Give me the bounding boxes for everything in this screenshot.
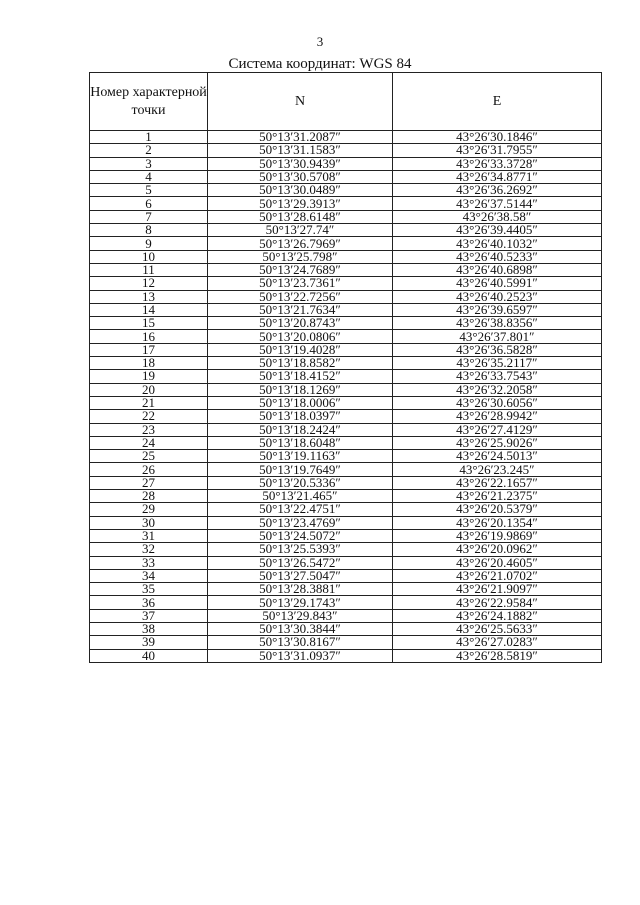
e-coordinate-cell: 43°26′33.3728″	[393, 157, 602, 170]
table-row	[90, 184, 602, 197]
e-coordinate-cell: 43°26′20.4605″	[393, 556, 602, 569]
point-number-cell: 18	[90, 357, 208, 370]
n-coordinate-cell: 50°13′24.7689″	[208, 263, 393, 276]
table-row	[90, 450, 602, 463]
n-coordinate-cell: 50°13′28.3881″	[208, 583, 393, 596]
point-number-cell: 40	[90, 649, 208, 662]
point-number-cell: 1	[90, 131, 208, 144]
point-number-cell: 24	[90, 436, 208, 449]
n-coordinate-cell: 50°13′31.2087″	[208, 131, 393, 144]
header-e: E	[393, 73, 602, 131]
point-number-cell: 33	[90, 556, 208, 569]
e-coordinate-cell: 43°26′31.7955″	[393, 144, 602, 157]
point-number-cell: 39	[90, 636, 208, 649]
point-number-cell: 13	[90, 290, 208, 303]
point-number-cell: 2	[90, 144, 208, 157]
e-coordinate-cell: 43°26′23.245″	[393, 463, 602, 476]
e-coordinate-cell: 43°26′28.9942″	[393, 410, 602, 423]
n-coordinate-cell: 50°13′23.7361″	[208, 277, 393, 290]
point-number-cell: 6	[90, 197, 208, 210]
e-coordinate-cell: 43°26′39.4405″	[393, 224, 602, 237]
n-coordinate-cell: 50°13′30.9439″	[208, 157, 393, 170]
n-coordinate-cell: 50°13′24.5072″	[208, 529, 393, 542]
n-coordinate-cell: 50°13′19.4028″	[208, 343, 393, 356]
e-coordinate-cell: 43°26′35.2117″	[393, 357, 602, 370]
table-body	[90, 131, 602, 663]
n-coordinate-cell: 50°13′27.5047″	[208, 569, 393, 582]
e-coordinate-cell: 43°26′40.5991″	[393, 277, 602, 290]
point-number-cell: 14	[90, 303, 208, 316]
point-number-cell: 26	[90, 463, 208, 476]
n-coordinate-cell: 50°13′18.1269″	[208, 383, 393, 396]
n-coordinate-cell: 50°13′29.1743″	[208, 596, 393, 609]
point-number-cell: 8	[90, 224, 208, 237]
point-number-cell: 11	[90, 263, 208, 276]
n-coordinate-cell: 50°13′20.0806″	[208, 330, 393, 343]
table-row	[90, 543, 602, 556]
e-coordinate-cell: 43°26′38.58″	[393, 210, 602, 223]
coordinate-system-caption: Система координат: WGS 84	[228, 56, 412, 72]
point-number-cell: 7	[90, 210, 208, 223]
n-coordinate-cell: 50°13′18.8582″	[208, 357, 393, 370]
e-coordinate-cell: 43°26′20.5379″	[393, 503, 602, 516]
point-number-cell: 25	[90, 450, 208, 463]
point-number-cell: 4	[90, 170, 208, 183]
e-coordinate-cell: 43°26′40.5233″	[393, 250, 602, 263]
point-number-cell: 30	[90, 516, 208, 529]
n-coordinate-cell: 50°13′23.4769″	[208, 516, 393, 529]
n-coordinate-cell: 50°13′20.5336″	[208, 476, 393, 489]
e-coordinate-cell: 43°26′36.2692″	[393, 184, 602, 197]
e-coordinate-cell: 43°26′25.5633″	[393, 622, 602, 635]
point-number-cell: 15	[90, 317, 208, 330]
point-number-cell: 31	[90, 529, 208, 542]
n-coordinate-cell: 50°13′18.6048″	[208, 436, 393, 449]
point-number-cell: 28	[90, 490, 208, 503]
header-point-number: Номер характерной точки	[90, 73, 208, 131]
point-number-cell: 16	[90, 330, 208, 343]
e-coordinate-cell: 43°26′22.1657″	[393, 476, 602, 489]
n-coordinate-cell: 50°13′19.7649″	[208, 463, 393, 476]
e-coordinate-cell: 43°26′19.9869″	[393, 529, 602, 542]
point-number-cell: 19	[90, 370, 208, 383]
e-coordinate-cell: 43°26′38.8356″	[393, 317, 602, 330]
n-coordinate-cell: 50°13′29.843″	[208, 609, 393, 622]
point-number-cell: 17	[90, 343, 208, 356]
e-coordinate-cell: 43°26′37.801″	[393, 330, 602, 343]
point-number-cell: 35	[90, 583, 208, 596]
e-coordinate-cell: 43°26′30.1846″	[393, 131, 602, 144]
page-number: 3	[316, 34, 324, 49]
point-number-cell: 36	[90, 596, 208, 609]
point-number-cell: 10	[90, 250, 208, 263]
n-coordinate-cell: 50°13′30.3844″	[208, 622, 393, 635]
e-coordinate-cell: 43°26′20.0962″	[393, 543, 602, 556]
n-coordinate-cell: 50°13′31.0937″	[208, 649, 393, 662]
point-number-cell: 34	[90, 569, 208, 582]
e-coordinate-cell: 43°26′39.6597″	[393, 303, 602, 316]
n-coordinate-cell: 50°13′29.3913″	[208, 197, 393, 210]
point-number-cell: 21	[90, 396, 208, 409]
e-coordinate-cell: 43°26′21.2375″	[393, 490, 602, 503]
point-number-cell: 29	[90, 503, 208, 516]
n-coordinate-cell: 50°13′18.2424″	[208, 423, 393, 436]
e-coordinate-cell: 43°26′36.5828″	[393, 343, 602, 356]
n-coordinate-cell: 50°13′31.1583″	[208, 144, 393, 157]
point-number-cell: 5	[90, 184, 208, 197]
n-coordinate-cell: 50°13′28.6148″	[208, 210, 393, 223]
e-coordinate-cell: 43°26′37.5144″	[393, 197, 602, 210]
n-coordinate-cell: 50°13′25.798″	[208, 250, 393, 263]
e-coordinate-cell: 43°26′28.5819″	[393, 649, 602, 662]
coordinates-table	[89, 72, 602, 663]
n-coordinate-cell: 50°13′20.8743″	[208, 317, 393, 330]
e-coordinate-cell: 43°26′30.6056″	[393, 396, 602, 409]
n-coordinate-cell: 50°13′18.4152″	[208, 370, 393, 383]
point-number-cell: 23	[90, 423, 208, 436]
n-coordinate-cell: 50°13′30.5708″	[208, 170, 393, 183]
header-n: N	[208, 73, 393, 131]
n-coordinate-cell: 50°13′30.0489″	[208, 184, 393, 197]
point-number-cell: 3	[90, 157, 208, 170]
e-coordinate-cell: 43°26′21.9097″	[393, 583, 602, 596]
n-coordinate-cell: 50°13′21.465″	[208, 490, 393, 503]
e-coordinate-cell: 43°26′25.9026″	[393, 436, 602, 449]
point-number-cell: 9	[90, 237, 208, 250]
table-row	[90, 583, 602, 596]
n-coordinate-cell: 50°13′18.0397″	[208, 410, 393, 423]
e-coordinate-cell: 43°26′27.4129″	[393, 423, 602, 436]
point-number-cell: 20	[90, 383, 208, 396]
point-number-cell: 38	[90, 622, 208, 635]
n-coordinate-cell: 50°13′26.5472″	[208, 556, 393, 569]
e-coordinate-cell: 43°26′40.2523″	[393, 290, 602, 303]
n-coordinate-cell: 50°13′30.8167″	[208, 636, 393, 649]
point-number-cell: 12	[90, 277, 208, 290]
table-header-row	[90, 73, 602, 131]
point-number-cell: 27	[90, 476, 208, 489]
e-coordinate-cell: 43°26′40.6898″	[393, 263, 602, 276]
e-coordinate-cell: 43°26′33.7543″	[393, 370, 602, 383]
table-row	[90, 224, 602, 237]
table-row	[90, 649, 602, 662]
n-coordinate-cell: 50°13′25.5393″	[208, 543, 393, 556]
e-coordinate-cell: 43°26′40.1032″	[393, 237, 602, 250]
n-coordinate-cell: 50°13′26.7969″	[208, 237, 393, 250]
e-coordinate-cell: 43°26′34.8771″	[393, 170, 602, 183]
n-coordinate-cell: 50°13′22.7256″	[208, 290, 393, 303]
n-coordinate-cell: 50°13′22.4751″	[208, 503, 393, 516]
n-coordinate-cell: 50°13′18.0006″	[208, 396, 393, 409]
e-coordinate-cell: 43°26′21.0702″	[393, 569, 602, 582]
e-coordinate-cell: 43°26′20.1354″	[393, 516, 602, 529]
n-coordinate-cell: 50°13′19.1163″	[208, 450, 393, 463]
n-coordinate-cell: 50°13′21.7634″	[208, 303, 393, 316]
e-coordinate-cell: 43°26′27.0283″	[393, 636, 602, 649]
e-coordinate-cell: 43°26′24.1882″	[393, 609, 602, 622]
e-coordinate-cell: 43°26′22.9584″	[393, 596, 602, 609]
point-number-cell: 37	[90, 609, 208, 622]
table-row	[90, 317, 602, 330]
n-coordinate-cell: 50°13′27.74″	[208, 224, 393, 237]
point-number-cell: 32	[90, 543, 208, 556]
point-number-cell: 22	[90, 410, 208, 423]
e-coordinate-cell: 43°26′32.2058″	[393, 383, 602, 396]
e-coordinate-cell: 43°26′24.5013″	[393, 450, 602, 463]
